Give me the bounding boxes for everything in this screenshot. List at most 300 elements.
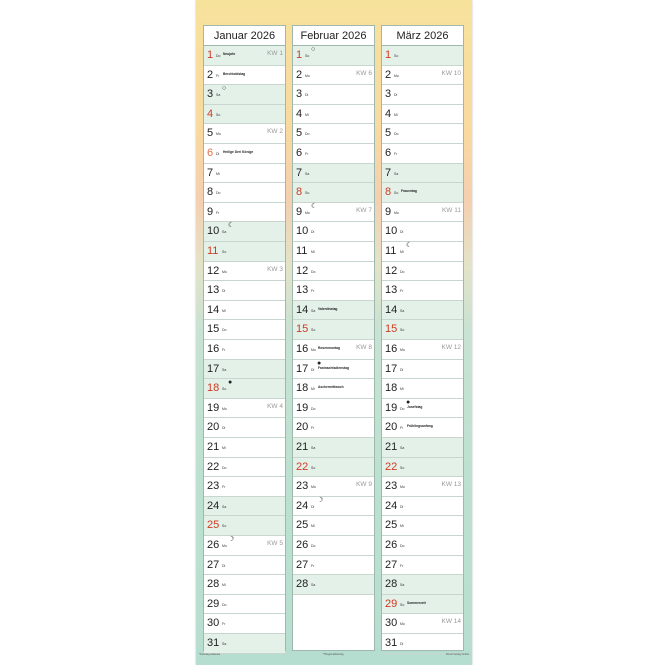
weekday-label: Di	[305, 93, 309, 98]
day-row	[293, 124, 374, 144]
day-row	[204, 281, 285, 301]
day-number: 22	[385, 460, 398, 473]
weekday-label: Mi	[222, 583, 226, 588]
weekday-label: Do	[394, 132, 399, 137]
day-row	[382, 262, 463, 282]
weekday-label: Mo	[222, 544, 227, 548]
day-row	[382, 497, 463, 517]
moon-phase-icon: ☽	[317, 496, 324, 504]
weekday-label: Do	[400, 544, 405, 548]
day-row	[293, 438, 374, 458]
weekday-label: Sa	[311, 308, 316, 313]
day-row	[382, 438, 463, 458]
calendar-week-label: KW 10	[441, 69, 461, 77]
weekday-label: Di	[400, 504, 404, 509]
calendar-week-label: KW 11	[441, 206, 461, 214]
day-row	[293, 66, 374, 86]
moon-phase-icon: ☾	[228, 222, 235, 230]
day-row	[382, 203, 463, 223]
day-number: 21	[207, 441, 220, 453]
day-row	[382, 164, 463, 184]
holiday-note: Berchtoldstag	[223, 71, 246, 76]
day-number: 21	[385, 441, 398, 453]
day-number: 29	[207, 597, 220, 610]
calendar-week-label: KW 1	[267, 50, 283, 57]
day-row	[382, 458, 463, 478]
day-number: 9	[296, 205, 303, 218]
weekday-label: Fr	[394, 152, 398, 156]
day-number: 9	[385, 205, 392, 218]
day-row	[204, 105, 285, 125]
calendar-week-label: KW 9	[356, 481, 372, 489]
day-number: 1	[385, 49, 392, 61]
weekday-label: So	[400, 328, 405, 333]
day-number: 9	[207, 205, 214, 218]
day-row	[293, 516, 374, 536]
weekday-label: Mo	[400, 348, 405, 352]
calendar-week-label: KW 3	[267, 265, 283, 273]
weekday-label: Fr	[311, 289, 315, 294]
day-row	[293, 556, 374, 576]
weekday-label: Mo	[305, 210, 310, 215]
holiday-note: Frauentag	[401, 189, 417, 194]
weekday-label: Mi	[222, 446, 226, 450]
weekday-label: So	[400, 465, 405, 470]
day-number: 8	[296, 186, 303, 199]
weekday-label: Fr	[216, 73, 220, 78]
day-number: 25	[296, 519, 309, 532]
weekday-label: Mo	[311, 348, 316, 352]
day-number: 30	[385, 617, 398, 630]
weekday-label: Fr	[400, 426, 404, 431]
day-row	[204, 477, 285, 497]
day-number: 27	[385, 558, 398, 571]
day-row	[382, 66, 463, 86]
day-number: 16	[207, 343, 220, 355]
day-number: 14	[296, 303, 309, 316]
day-number: 4	[296, 107, 303, 120]
weekday-label: Sa	[305, 171, 310, 176]
day-row	[204, 399, 285, 419]
moon-phase-icon: ●	[228, 379, 233, 387]
day-number: 22	[296, 460, 309, 473]
day-row	[382, 281, 463, 301]
day-row	[204, 614, 285, 634]
holiday-note: Neujahr	[223, 52, 236, 56]
day-number: 15	[207, 323, 220, 336]
month-column-january	[203, 25, 286, 651]
day-number: 12	[385, 264, 398, 277]
day-row	[293, 301, 374, 321]
day-number: 23	[296, 480, 309, 493]
weekday-label: Sa	[216, 93, 221, 98]
day-rows	[293, 46, 374, 650]
weekday-label: Do	[400, 406, 405, 411]
weekday-label: Di	[216, 152, 220, 156]
day-number: 2	[207, 68, 214, 81]
weekday-label: So	[305, 54, 310, 58]
day-row	[382, 124, 463, 144]
weekday-label: Fr	[216, 210, 220, 215]
day-number: 16	[385, 343, 398, 355]
day-number: 27	[296, 558, 309, 571]
day-row	[382, 46, 463, 66]
day-number: 17	[296, 362, 309, 375]
day-row	[204, 595, 285, 615]
day-row	[204, 379, 285, 399]
weekday-label: Mi	[400, 524, 404, 529]
moon-phase-icon: ☾	[406, 242, 413, 249]
day-number: 30	[207, 617, 220, 630]
weekday-label: Mo	[222, 269, 227, 274]
day-row	[204, 66, 285, 86]
weekday-label: Di	[311, 504, 315, 509]
day-row	[382, 379, 463, 399]
day-row	[204, 85, 285, 105]
day-number: 6	[385, 147, 392, 159]
month-column-march	[381, 25, 464, 651]
day-number: 13	[207, 284, 220, 297]
calendar-week-label: KW 6	[356, 69, 372, 77]
day-number: 8	[385, 186, 392, 199]
day-row	[382, 536, 463, 556]
day-number: 16	[296, 343, 309, 355]
day-number: 25	[385, 519, 398, 532]
day-row	[204, 164, 285, 184]
holiday-note: Rosenmontag	[318, 346, 340, 350]
weekday-label: Mi	[400, 250, 404, 254]
day-row	[293, 536, 374, 556]
holiday-note: Fastnachtsdienstag	[318, 365, 349, 370]
weekday-label: Sa	[222, 367, 227, 372]
day-row	[204, 497, 285, 517]
day-number: 15	[385, 323, 398, 336]
day-row	[204, 418, 285, 438]
day-number: 20	[385, 421, 398, 434]
day-row	[293, 399, 374, 419]
weekday-label: Mo	[394, 73, 399, 78]
day-number: 6	[296, 147, 303, 159]
footer-note-left: *Feiertag teilweise	[199, 653, 221, 656]
weekday-label: So	[222, 524, 227, 529]
day-row	[293, 458, 374, 478]
day-number: 7	[385, 166, 392, 179]
footer-publisher: Druck Verlag GmbH	[445, 653, 469, 656]
day-row	[204, 360, 285, 380]
weekday-label: Mi	[311, 387, 315, 392]
day-row	[382, 418, 463, 438]
weekday-label: Fr	[400, 289, 404, 294]
day-number: 13	[385, 284, 398, 297]
day-number: 14	[207, 303, 220, 316]
day-row	[293, 360, 374, 380]
day-row	[204, 634, 285, 654]
day-number: 12	[296, 264, 309, 277]
weekday-label: Mo	[216, 132, 221, 137]
day-number: 27	[207, 558, 220, 571]
day-row	[204, 183, 285, 203]
day-row	[382, 360, 463, 380]
day-row	[382, 614, 463, 634]
weekday-label: So	[222, 250, 227, 254]
day-row	[293, 340, 374, 360]
moon-phase-icon: ○	[311, 46, 316, 53]
weekday-label: Mi	[311, 250, 315, 254]
weekday-label: Di	[400, 230, 404, 235]
weekday-label: Fr	[311, 426, 315, 431]
day-number: 6	[207, 147, 214, 159]
day-row	[293, 222, 374, 242]
day-number: 22	[207, 460, 220, 473]
weekday-label: Do	[305, 132, 310, 137]
weekday-label: Do	[216, 54, 221, 58]
day-row	[204, 516, 285, 536]
day-number: 26	[207, 539, 220, 551]
day-row	[293, 320, 374, 340]
month-title: März 2026	[382, 26, 463, 46]
weekday-label: Di	[222, 426, 226, 431]
weekday-label: Sa	[400, 308, 405, 313]
day-number: 11	[207, 245, 219, 257]
day-number: 4	[385, 107, 392, 120]
day-row	[293, 85, 374, 105]
day-number: 3	[296, 88, 303, 101]
day-row	[382, 85, 463, 105]
weekday-label: Do	[400, 269, 405, 274]
day-number: 24	[385, 499, 398, 512]
calendar-week-label: KW 12	[441, 344, 461, 351]
weekday-label: Di	[222, 289, 226, 294]
day-number: 4	[207, 107, 214, 120]
moon-phase-icon: ●	[406, 398, 411, 406]
weekday-label: Di	[311, 367, 315, 372]
weekday-label: Fr	[305, 152, 309, 156]
day-row	[293, 183, 374, 203]
weekday-label: So	[311, 465, 316, 470]
weekday-label: Do	[311, 269, 316, 274]
weekday-label: Di	[311, 230, 315, 235]
weekday-label: Di	[400, 642, 404, 646]
day-row	[204, 320, 285, 340]
day-row	[204, 46, 285, 66]
weekday-label: So	[311, 328, 316, 333]
day-row	[204, 222, 285, 242]
planner-footer	[199, 653, 469, 663]
day-number: 24	[207, 499, 220, 512]
day-row	[204, 203, 285, 223]
day-number: 10	[385, 225, 398, 238]
day-number: 31	[207, 637, 220, 649]
weekday-label: Mo	[222, 406, 227, 411]
day-row	[293, 46, 374, 66]
weekday-label: Sa	[311, 583, 316, 588]
day-row	[204, 458, 285, 478]
day-row	[293, 281, 374, 301]
weekday-label: Mi	[311, 524, 315, 529]
weekday-label: Sa	[394, 171, 399, 176]
day-row	[293, 144, 374, 164]
day-number: 11	[296, 245, 308, 257]
moon-phase-icon: ☾	[311, 202, 318, 210]
day-number: 1	[296, 49, 303, 61]
day-number: 19	[207, 401, 220, 414]
holiday-note: Aschermittwoch	[318, 385, 344, 390]
day-number: 5	[385, 127, 392, 140]
weekday-label: Mi	[400, 387, 404, 392]
day-number: 18	[207, 382, 220, 395]
day-row	[382, 575, 463, 595]
day-number: 10	[207, 225, 220, 238]
day-row	[382, 183, 463, 203]
month-title: Januar 2026	[204, 26, 285, 46]
day-row	[382, 595, 463, 615]
calendar-week-label: KW 8	[356, 344, 372, 351]
holiday-note: Frühlingsanfang	[407, 424, 433, 429]
day-row	[293, 418, 374, 438]
weekday-label: Do	[311, 544, 316, 548]
day-row	[293, 575, 374, 595]
calendar-week-label: KW 5	[267, 540, 283, 547]
day-number: 8	[207, 186, 214, 199]
holiday-note: Valentinstag	[318, 306, 338, 311]
day-row	[293, 497, 374, 517]
weekday-label: So	[222, 387, 227, 392]
day-number: 23	[207, 480, 220, 493]
weekday-label: Fr	[400, 563, 404, 568]
day-number: 25	[207, 519, 220, 532]
weekday-label: Mi	[394, 112, 398, 117]
day-number: 23	[385, 480, 398, 493]
day-row	[293, 203, 374, 223]
weekday-label: Do	[222, 602, 227, 607]
weekday-label: Do	[222, 465, 227, 470]
calendar-week-label: KW 14	[441, 618, 461, 626]
day-number: 19	[296, 401, 309, 414]
day-number: 26	[385, 539, 398, 551]
day-number: 21	[296, 441, 309, 453]
day-row	[204, 575, 285, 595]
day-number: 28	[207, 578, 220, 591]
day-row	[382, 144, 463, 164]
day-number: 10	[296, 225, 309, 238]
day-number: 19	[385, 401, 398, 414]
wall-planner	[196, 0, 472, 665]
day-row	[382, 634, 463, 654]
holiday-note: Sommerzeit	[407, 600, 426, 605]
weekday-label: So	[216, 112, 221, 117]
day-number: 15	[296, 323, 309, 336]
day-number: 5	[296, 127, 303, 140]
weekday-label: Di	[394, 93, 398, 98]
day-row	[204, 536, 285, 556]
weekday-label: Fr	[311, 563, 315, 568]
day-number: 13	[296, 284, 309, 297]
day-number: 20	[207, 421, 220, 434]
day-number: 26	[296, 539, 309, 551]
weekday-label: Mi	[305, 112, 309, 117]
day-row	[293, 242, 374, 262]
day-row	[204, 340, 285, 360]
day-number: 2	[385, 68, 392, 81]
day-row	[204, 144, 285, 164]
weekday-label: Fr	[222, 622, 226, 627]
day-row	[382, 516, 463, 536]
weekday-label: Do	[222, 328, 227, 333]
day-number: 20	[296, 421, 309, 434]
day-rows	[382, 46, 463, 650]
weekday-label: Do	[216, 191, 221, 196]
moon-phase-icon: ☽	[228, 536, 235, 543]
calendar-week-label: KW 2	[267, 128, 283, 136]
day-number: 18	[296, 382, 309, 395]
day-number: 2	[296, 68, 303, 81]
holiday-note: Josefstag	[407, 404, 423, 409]
day-number: 1	[207, 49, 214, 61]
day-row	[204, 438, 285, 458]
month-title: Februar 2026	[293, 26, 374, 46]
day-number: 11	[385, 245, 397, 257]
day-number: 28	[296, 578, 309, 591]
day-row	[382, 301, 463, 321]
day-number: 17	[385, 362, 398, 375]
day-number: 24	[296, 499, 309, 512]
weekday-label: Mi	[216, 171, 220, 176]
weekday-label: Do	[311, 406, 316, 411]
day-number: 28	[385, 578, 398, 591]
day-row	[293, 164, 374, 184]
calendar-week-label: KW 4	[267, 402, 283, 410]
weekday-label: Mo	[305, 73, 310, 78]
day-number: 29	[385, 597, 398, 610]
day-row	[293, 477, 374, 497]
day-rows	[204, 46, 285, 650]
day-number: 12	[207, 264, 220, 277]
day-row	[382, 340, 463, 360]
weekday-label: Fr	[222, 485, 226, 490]
day-row	[293, 262, 374, 282]
day-number: 3	[207, 88, 214, 101]
weekday-label: So	[394, 191, 399, 196]
day-row	[382, 320, 463, 340]
day-row	[293, 105, 374, 125]
day-number: 14	[385, 303, 398, 316]
day-row	[382, 242, 463, 262]
day-number: 5	[207, 127, 214, 140]
footer-note-middle: **Regionalfeiertag	[322, 653, 344, 656]
month-column-february	[292, 25, 375, 651]
weekday-label: Mi	[222, 308, 226, 313]
weekday-label: So	[400, 602, 405, 607]
day-number: 31	[385, 637, 398, 649]
moon-phase-icon: ○	[222, 85, 227, 93]
weekday-label: Mo	[400, 485, 405, 490]
day-row	[382, 222, 463, 242]
day-row	[382, 556, 463, 576]
day-row	[204, 262, 285, 282]
day-row	[382, 477, 463, 497]
weekday-label: Sa	[222, 642, 227, 646]
weekday-label: Sa	[400, 446, 405, 450]
weekday-label: Mo	[400, 622, 405, 627]
weekday-label: Sa	[222, 230, 227, 235]
day-number: 7	[207, 166, 214, 179]
weekday-label: Mo	[311, 485, 316, 490]
weekday-label: Fr	[222, 348, 226, 352]
weekday-label: Sa	[400, 583, 405, 588]
weekday-label: So	[305, 191, 310, 196]
day-number: 18	[385, 382, 398, 395]
day-row	[382, 105, 463, 125]
